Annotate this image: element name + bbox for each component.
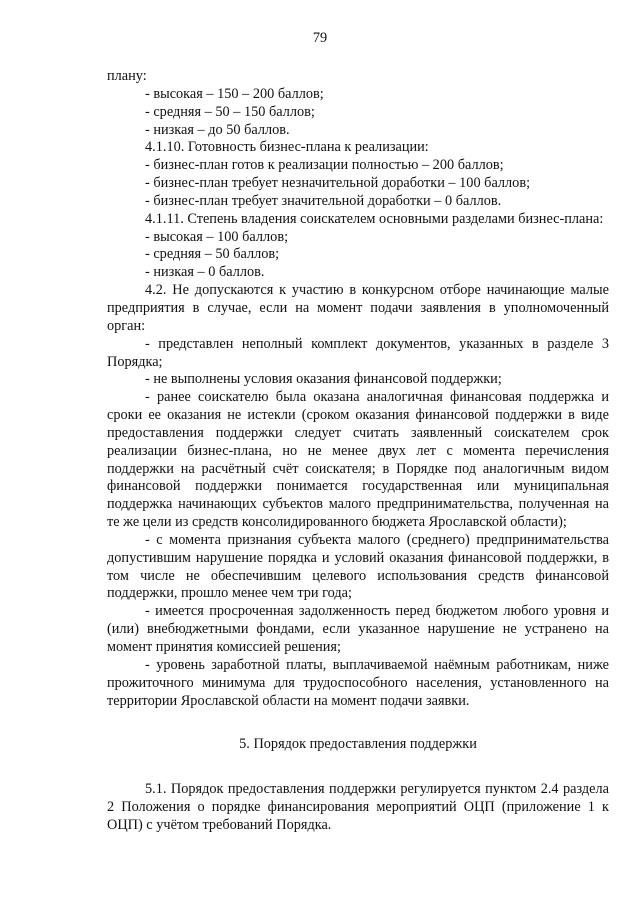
paragraph: - не выполнены условия оказания финансовой поддержки; <box>145 371 502 388</box>
paragraph: 4.1.10. Готовность бизнес-плана к реализации: <box>145 139 429 156</box>
paragraph: - низкая – 0 баллов. <box>145 264 265 281</box>
paragraph: - с момента признания субъекта малого (среднего) предпринимательства допустившим нарушение порядка и условий оказания финансовой поддержки, в том числе не обеспечившим целевого использования средств финансовой поддержки, прошло менее чем три года; <box>107 531 609 602</box>
paragraph: 4.1.11. Степень владения соискателем основными разделами бизнес-плана: <box>145 210 604 227</box>
paragraph: - бизнес-план требует значительной доработки – 0 баллов. <box>145 192 502 209</box>
section-heading: 5. Порядок предоставления поддержки <box>239 736 477 753</box>
paragraph: 5.1. Порядок предоставления поддержки регулируется пунктом 2.4 раздела 2 Положения о порядке финансирования мероприятий ОЦП (приложение 1 к ОЦП) с учётом требований Порядка. <box>107 781 609 833</box>
paragraph: 4.2. Не допускаются к участию в конкурсном отборе начинающие малые предприятия в случае, если на момент подачи заявления в уполномоченный орган: <box>107 282 609 334</box>
section-5-text <box>107 781 609 835</box>
paragraph: - низкая – до 50 баллов. <box>145 121 290 138</box>
section-4-text <box>107 68 609 710</box>
paragraph: - имеется просроченная задолженность перед бюджетом любого уровня и (или) внебюджетными фондами, если указанное нарушение не устранено на момент принятия комиссией решения; <box>107 603 609 655</box>
paragraph: - средняя – 50 – 150 баллов; <box>145 103 315 120</box>
paragraph: - высокая – 100 баллов; <box>145 228 289 245</box>
paragraph: плану: <box>107 68 147 84</box>
paragraph: - бизнес-план готов к реализации полностью – 200 баллов; <box>145 157 504 174</box>
paragraph: - средняя – 50 баллов; <box>145 246 280 263</box>
paragraph: - представлен неполный комплект документов, указанных в разделе 3 Порядка; <box>107 335 609 370</box>
paragraph: - высокая – 150 – 200 баллов; <box>145 85 324 102</box>
paragraph: - уровень заработной платы, выплачиваемой наёмным работникам, ниже прожиточного минимума для трудоспособного населения, установленного на территории Ярославской области на момент подачи заявки. <box>107 656 609 709</box>
page-number: 79 <box>312 30 328 46</box>
paragraph: - бизнес-план требует незначительной доработки – 100 баллов; <box>145 175 531 192</box>
document-body <box>107 68 609 835</box>
paragraph: - ранее соискателю была оказана аналогичная финансовая поддержка и сроки ее оказания не истекли (сроком оказания финансовой поддержки в виде предоставления поддержки следует считать заявленный соискателем срок реализации бизнес-плана, но не менее двух лет с момента перечисления поддержки на расчётный счёт соискателя; в Порядке под аналогичным видом финансовой поддержки понимается государственная или муниципальная поддержка начинающих субъектов малого предпринимательства, полученная на те же цели из средств консолидированного бюджета Ярославской области); <box>107 389 609 531</box>
